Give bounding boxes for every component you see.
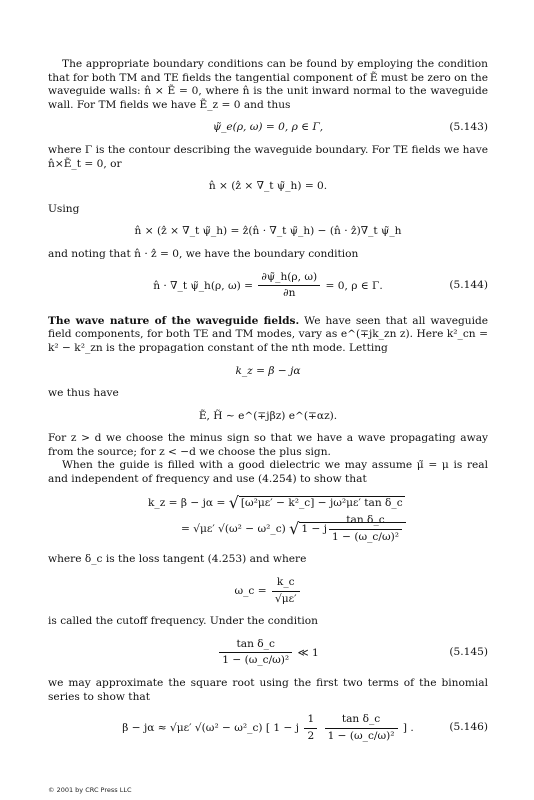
equation-5-145 <box>48 638 488 668</box>
equation-identity-body: n̂ × (ẑ × ∇_t ψ̃_h) = ẑ(n̂ · ∇_t ψ̃_h) − (n̂ · ẑ)∇_t ψ̃_h <box>134 225 402 238</box>
equation-5-144-left: n̂ · ∇_t ψ̃_h(ρ, ω) = <box>153 279 253 292</box>
equation-te-condition <box>48 180 488 194</box>
paragraph-loss-tangent: where δ_c is the loss tangent (4.253) and where <box>48 553 307 566</box>
equation-kz-line-2-radicand: 1 − j $\frac{\text{tan δ\_c}}{\text{1 − (ω\_c/ω)²}}$ <box>299 522 406 535</box>
equation-5-146-half-numerator: 1 <box>304 713 317 729</box>
radical-icon: √ <box>289 519 300 539</box>
equation-fields-body: Ẽ, H̃ ∼ e^(∓jβz) e^(∓αz). <box>198 409 338 422</box>
section-heading: The wave nature of the waveguide fields. <box>48 314 300 327</box>
equation-5-146-half-denominator: 2 <box>307 729 315 742</box>
equation-kz-line-2-roots: √με′ √(ω² − ω²_c) <box>193 523 286 536</box>
equation-5-144-right: = 0, ρ ∈ Γ. <box>325 279 383 292</box>
paragraph-boundary-conditions: The appropriate boundary conditions can be found by employing the condition that for both TM and TE fields the tangential component of Ẽ must be zero on the waveguide walls: n̂ × Ẽ = 0, where n̂ is the unit inward normal to the waveguide wall. For TM fields we have Ẽ_z = 0 and thus <box>48 58 488 111</box>
equation-5-146-left: β − jα ≈ √με′ √(ω² − ω²_c) [ 1 − j <box>122 722 300 735</box>
equation-kz-line-1-radicand: [ω²με′ − k²_c] − jω²με′ tan δ_c <box>240 496 403 509</box>
equation-cutoff <box>48 576 488 606</box>
equation-fields <box>48 410 488 424</box>
equation-cutoff-denominator: √με′ <box>274 592 297 605</box>
equation-kz-expansion <box>48 492 488 545</box>
paragraph-noting: and noting that n̂ · ẑ = 0, we have the boundary condition <box>48 247 359 260</box>
page-body <box>48 58 488 752</box>
equation-5-146-fraction <box>325 713 398 743</box>
equation-number-5-146: (5.146) <box>449 721 488 734</box>
equation-number-5-145: (5.145) <box>449 646 488 659</box>
equation-5-145-right: ≪ 1 <box>297 646 319 659</box>
equation-kz-line-2 <box>48 514 488 544</box>
equation-5-146-denominator: 1 − (ω_c/ω)² <box>327 729 395 742</box>
equation-5-143-body: ψ̃_e(ρ, ω) = 0, ρ ∈ Γ, <box>212 121 324 134</box>
equation-5-144-denominator: ∂n <box>283 287 296 300</box>
paragraph-using: Using <box>48 202 80 215</box>
equation-5-144-numerator: ∂ψ̃_h(ρ, ω) <box>258 271 320 287</box>
equation-kz-line-1 <box>48 492 488 512</box>
equation-5-143 <box>48 121 488 135</box>
equation-cutoff-left: ω_c = <box>234 585 267 598</box>
equation-5-144 <box>48 271 488 301</box>
equation-kz-line-2-numerator: tan δ_c <box>329 514 402 530</box>
paragraph-te-fields: where Γ is the contour describing the waveguide boundary. For TE fields we have n̂×Ẽ_t = 0, or <box>48 143 488 170</box>
equation-5-145-fraction <box>219 638 292 668</box>
paragraph-we-thus-have: we thus have <box>48 387 119 400</box>
equation-5-146-numerator: tan δ_c <box>325 713 398 729</box>
equation-kz-line-1-left: k_z = β − jα = <box>148 496 226 509</box>
equation-identity <box>48 225 488 239</box>
equation-number-5-143: (5.143) <box>449 121 488 134</box>
equation-kz <box>48 365 488 379</box>
equation-cutoff-fraction <box>272 576 300 606</box>
equation-kz-line-2-left: = <box>181 523 190 536</box>
paragraph-wave-nature-text: We have seen that all waveguide field components, for both TE and TM modes, vary as e^(∓jk_zn z). Here k²_cn = k² − k²_zn is the propagation constant of the nth mode. Letting <box>48 314 489 354</box>
equation-5-146-right: ] . <box>402 722 414 735</box>
copyright-footer: © 2001 by CRC Press LLC <box>48 786 132 794</box>
paragraph-sign-choice: For z > d we choose the minus sign so that we have a wave propagating away from the source; for z < −d we choose the plus sign. <box>48 432 488 458</box>
paragraph-wave-nature <box>48 315 488 356</box>
equation-5-145-numerator: tan δ_c <box>219 638 292 654</box>
equation-cutoff-numerator: k_c <box>272 576 300 592</box>
equation-te-condition-body: n̂ × (ẑ × ∇_t ψ̃_h) = 0. <box>208 180 328 193</box>
radical-icon: √ <box>228 492 239 512</box>
equation-kz-line-2-fraction <box>329 514 402 544</box>
equation-5-145-denominator: 1 − (ω_c/ω)² <box>222 654 290 667</box>
equation-5-144-fraction <box>258 271 320 301</box>
equation-5-146-half <box>304 713 317 743</box>
equation-number-5-144: (5.144) <box>449 278 488 291</box>
equation-kz-body: k_z = β − jα <box>235 364 301 377</box>
equation-5-146 <box>48 713 488 743</box>
paragraph-cutoff-frequency: is called the cutoff frequency. Under the condition <box>48 615 318 628</box>
equation-kz-line-2-denominator: 1 − (ω_c/ω)² <box>332 530 399 543</box>
paragraph-binomial: we may approximate the square root using the first two terms of the binomial series to show that <box>48 677 488 703</box>
paragraph-dielectric: When the guide is filled with a good dielectric we may assume μ̃ = μ is real and independent of frequency and use (4.254) to show that <box>48 459 488 486</box>
